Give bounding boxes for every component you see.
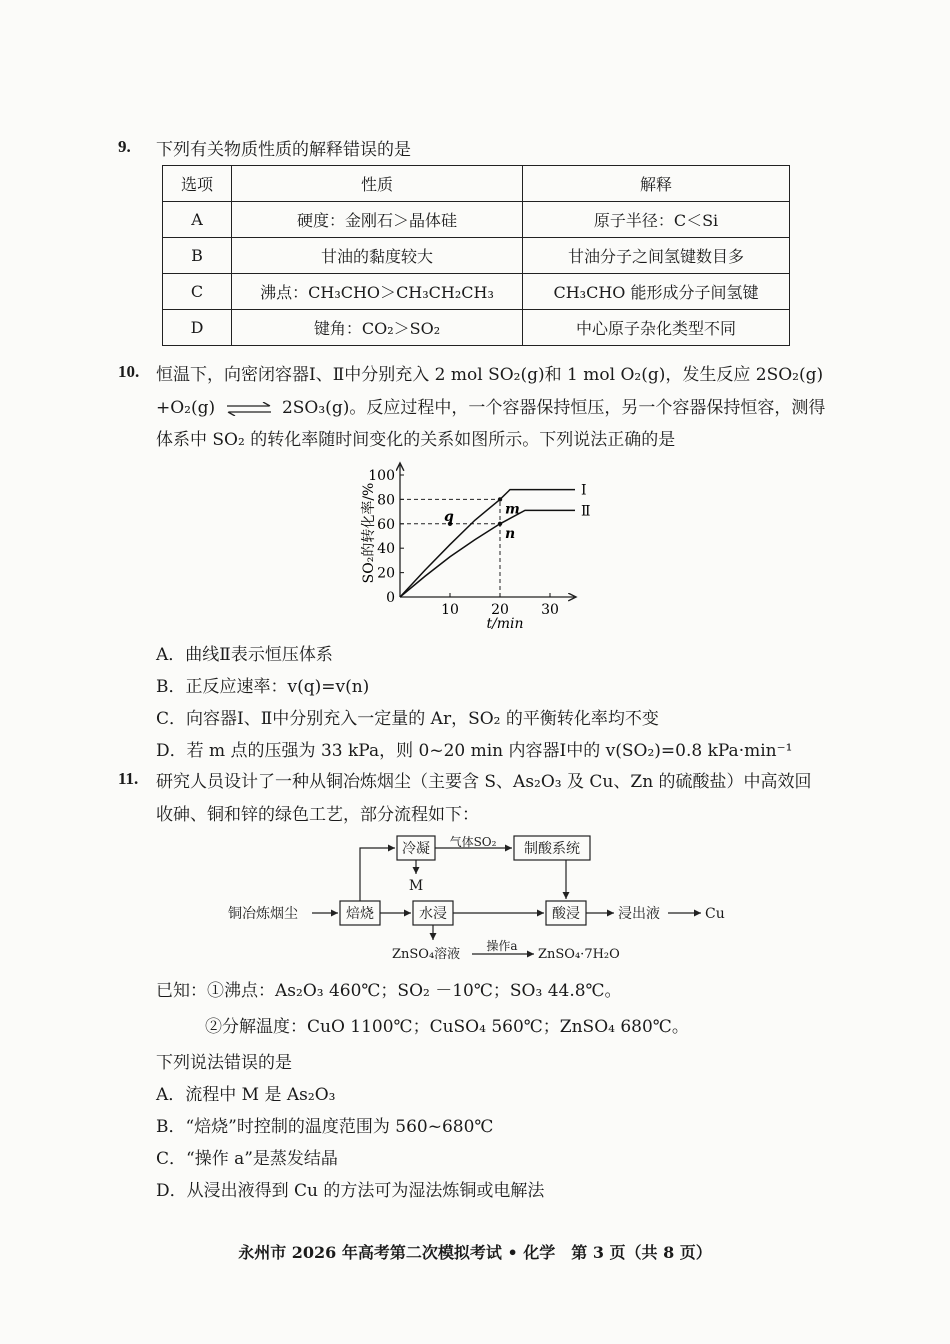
operation-a-label: 操作a	[486, 939, 518, 953]
q9-header-option: 选项	[163, 166, 232, 202]
gas-so2-label: 气体SO₂	[449, 835, 497, 849]
q11-line1: 研究人员设计了一种从铜冶炼烟尘（主要含 S、As₂O₃ 及 Cu、Zn 的硫酸盐）中高效回	[156, 772, 812, 792]
q9-header-explanation: 解释	[523, 166, 790, 202]
q9-row-explanation: 甘油分子之间氢键数目多	[523, 238, 790, 274]
q10-line1: 恒温下，向密闭容器Ⅰ、Ⅱ中分别充入 2 mol SO₂(g)和 1 mol O₂(g)，发生反应 2SO₂(g)	[156, 365, 824, 385]
q9-row-property	[232, 274, 523, 310]
q9-header-property: 性质	[232, 166, 523, 202]
q11-option-a: A．流程中 M 是 As₂O₃	[156, 1085, 336, 1105]
page-footer: 永州市 2026 年高考第二次模拟考试 • 化学 第 3 页（共 8 页）	[238, 1243, 712, 1262]
acid-leach-label: 酸浸	[552, 906, 580, 922]
q9-row-explanation	[523, 274, 790, 310]
znso4-7h2o-label: ZnSO₄·7H₂O	[538, 947, 620, 962]
q9-d-formula-a: CO₂	[361, 319, 394, 338]
q10-line2-a: +O₂(g)	[156, 398, 216, 418]
y-tick-label: 20	[377, 565, 395, 582]
y-tick-label: 80	[377, 492, 395, 509]
series-label: Ⅰ	[581, 482, 587, 499]
y-axis-label: SO₂的转化率/%	[361, 482, 377, 584]
q9-row-explanation: 原子半径：C＜Si	[523, 202, 790, 238]
point-n	[498, 522, 502, 526]
conversion-chart	[340, 455, 610, 635]
q9-row-option: C	[163, 274, 232, 310]
table-row	[163, 202, 790, 238]
q9-d-prefix: 键角：	[313, 319, 362, 338]
q11-line2: 收砷、铜和锌的绿色工艺，部分流程如下：	[156, 805, 479, 825]
q9-c-expl-formula: CH₃CHO	[553, 283, 626, 302]
raw-material-label: 铜冶炼烟尘	[228, 906, 298, 922]
q9-row-option: D	[163, 310, 232, 346]
x-axis-label: t/min	[486, 616, 524, 632]
q9-row-property: 硬度：金刚石＞晶体硅	[232, 202, 523, 238]
table-row	[163, 274, 790, 310]
q11-option-c: C．“操作 a”是蒸发结晶	[156, 1149, 338, 1169]
x-tick-label: 30	[541, 602, 559, 618]
q9-row-property	[232, 310, 523, 346]
x-tick-label: 10	[441, 602, 459, 618]
q10-line3: 体系中 SO₂ 的转化率随时间变化的关系如图所示。下列说法正确的是	[156, 430, 676, 450]
q10-number: 10.	[118, 362, 140, 381]
q9-row-property: 甘油的黏度较大	[232, 238, 523, 274]
q9-table-header	[163, 166, 790, 202]
y-tick-label: 40	[377, 541, 395, 558]
m-label: M	[408, 878, 424, 894]
cu-label: Cu	[705, 906, 725, 922]
znso4-solution-label: ZnSO₄溶液	[392, 947, 461, 962]
q9-c-prefix: 沸点：	[260, 283, 309, 302]
point-label: n	[505, 525, 516, 542]
q11-known-2: ②分解温度：CuO 1100℃；CuSO₄ 560℃；ZnSO₄ 680℃。	[205, 1017, 689, 1037]
q11-known-1: 已知：①沸点：As₂O₃ 460℃；SO₂ －10℃；SO₃ 44.8℃。	[156, 981, 622, 1001]
table-row	[163, 238, 790, 274]
q11-option-b: B．“焙烧”时控制的温度范围为 560~680℃	[156, 1117, 494, 1137]
arrow	[360, 848, 395, 901]
q9-row-explanation: 中心原子杂化类型不同	[523, 310, 790, 346]
equilibrium-arrow-icon	[225, 402, 273, 416]
q11-number: 11.	[118, 769, 139, 788]
q9-row-option: B	[163, 238, 232, 274]
q10-line2	[156, 393, 825, 418]
q10-option-a: A．曲线Ⅱ表示恒压体系	[156, 645, 333, 665]
q9-number: 9.	[118, 137, 131, 156]
y-tick-label: 100	[368, 468, 395, 484]
acid-system-label: 制酸系统	[524, 841, 580, 857]
q9-c-formula-b: CH₃CH₂CH₃	[396, 283, 494, 302]
process-flow	[220, 828, 740, 973]
q9-c-expl-text: 能形成分子间氢键	[625, 283, 759, 302]
q11-stem: 下列说法错误的是	[156, 1053, 292, 1073]
q10-option-d: D．若 m 点的压强为 33 kPa，则 0~20 min 内容器Ⅰ中的 v(SO₂)=0.8 kPa·min⁻¹	[156, 741, 793, 761]
q9-d-gt: ＞	[393, 319, 410, 338]
roast-label: 焙烧	[346, 906, 374, 922]
point-m	[498, 497, 502, 501]
y-tick-label: 0	[386, 590, 395, 606]
q9-table	[162, 165, 790, 346]
series-line-1	[400, 490, 575, 597]
series-label: Ⅱ	[581, 503, 591, 520]
q9-d-formula-b: SO₂	[409, 319, 441, 338]
q9-row-option: A	[163, 202, 232, 238]
table-row	[163, 310, 790, 346]
q9-stem: 下列有关物质性质的解释错误的是	[156, 140, 411, 160]
y-tick-label: 60	[377, 516, 395, 533]
q10-option-b: B．正反应速率：v(q)=v(n)	[156, 677, 370, 697]
q11-option-d: D．从浸出液得到 Cu 的方法可为湿法炼铜或电解法	[156, 1181, 545, 1201]
point-label: q	[444, 508, 454, 525]
x-tick-label: 20	[491, 602, 509, 618]
q10-option-c: C．向容器Ⅰ、Ⅱ中分别充入一定量的 Ar，SO₂ 的平衡转化率均不变	[156, 709, 659, 729]
point-label: m	[505, 501, 520, 518]
leachate-label: 浸出液	[618, 906, 660, 922]
condense-label: 冷凝	[402, 841, 430, 857]
q9-c-gt: ＞	[380, 283, 397, 302]
q10-line2-b: 2SO₃(g)。反应过程中，一个容器保持恒压，另一个容器保持恒容，测得	[281, 398, 826, 418]
q9-c-formula-a: CH₃CHO	[308, 283, 381, 302]
water-leach-label: 水浸	[419, 906, 447, 922]
